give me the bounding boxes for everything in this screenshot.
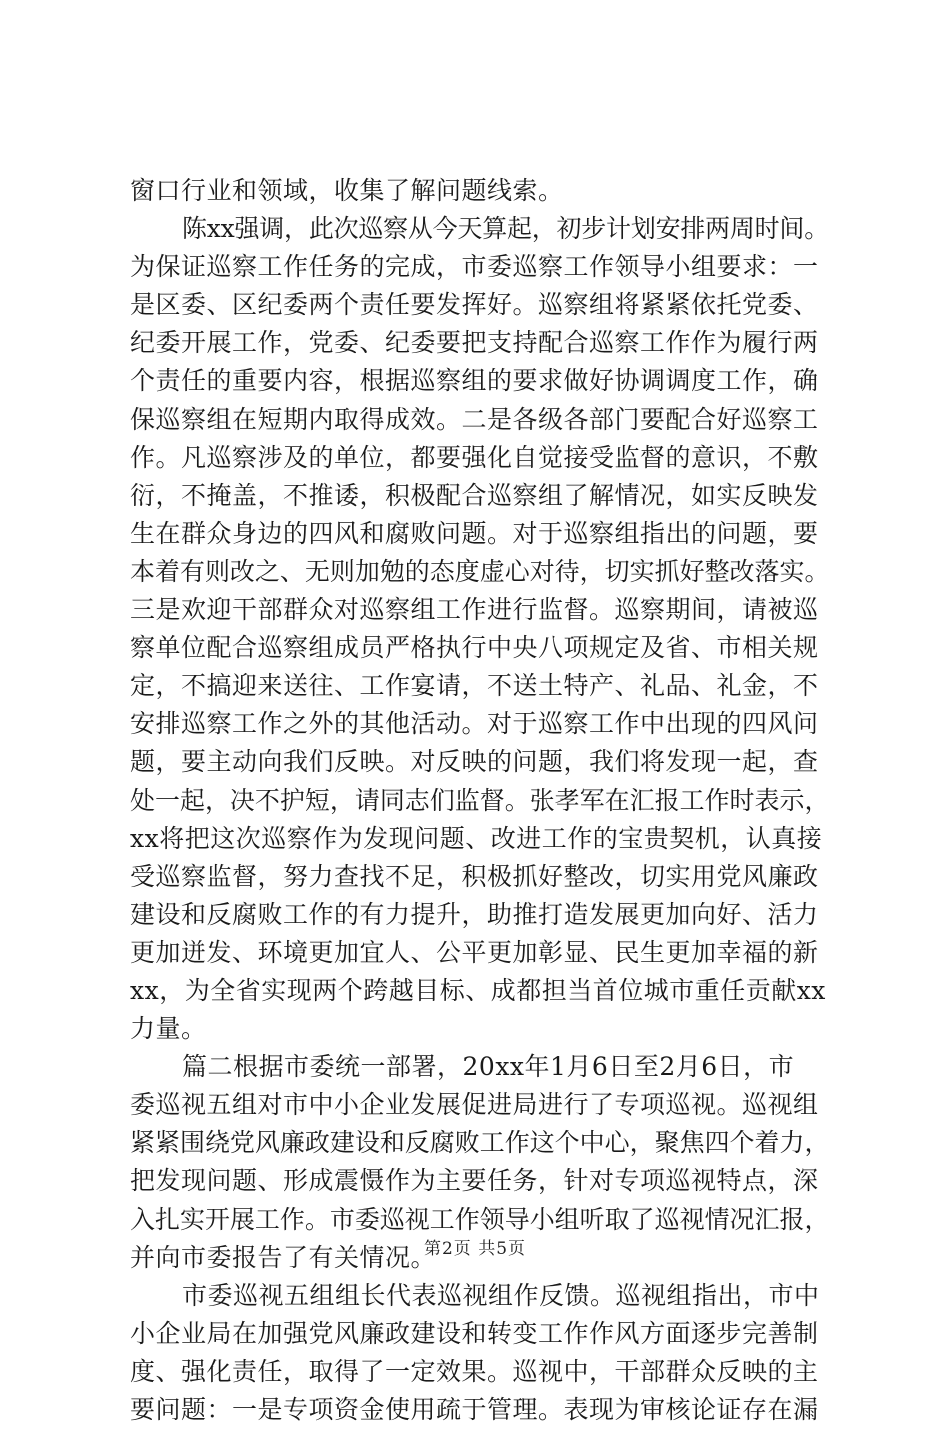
text-line: 处一起，决不护短，请同志们监督。张孝军在汇报工作时表示，: [130, 785, 830, 815]
text-line: 个责任的重要内容，根据巡察组的要求做好协调调度工作，确: [130, 366, 819, 396]
text-line: 安排巡察工作之外的其他活动。对于巡察工作中出现的四风问: [130, 709, 819, 739]
text-line: 察单位配合巡察组成员严格执行中央八项规定及省、市相关规: [130, 633, 819, 663]
text-line: xx将把这次巡察作为发现问题、改进工作的宝贵契机，认真接: [130, 823, 823, 853]
text-line: 建设和反腐败工作的有力提升，助推打造发展更加向好、活力: [130, 899, 819, 929]
text-line: 作。凡巡察涉及的单位，都要强化自觉接受监督的意识，不敷: [130, 442, 819, 472]
text-line: 度、强化责任，取得了一定效果。巡视中，干部群众反映的主: [130, 1356, 819, 1386]
text-line: 本着有则改之、无则加勉的态度虚心对待，切实抓好整改落实。: [130, 556, 830, 586]
text-line: 定，不搞迎来送往、工作宴请，不送土特产、礼品、礼金，不: [130, 671, 819, 701]
text-line: 篇二根据市委统一部署，20xx年1月6日至2月6日，市: [182, 1052, 795, 1082]
text-line: 为保证巡察工作任务的完成，市委巡察工作领导小组要求：一: [130, 252, 819, 282]
text-line: 委巡视五组对市中小企业发展促进局进行了专项巡视。巡视组: [130, 1090, 819, 1120]
text-line: 并向市委报告了有关情况。: [130, 1242, 437, 1272]
text-line: 更加迸发、环境更加宜人、公平更加彰显、民生更加幸福的新: [130, 937, 819, 967]
text-line: 入扎实开展工作。市委巡视工作领导小组听取了巡视情况汇报，: [130, 1204, 830, 1234]
text-line: 小企业局在加强党风廉政建设和转变工作作风方面逐步完善制: [130, 1318, 819, 1348]
text-line: 力量。: [130, 1014, 207, 1044]
page-number-footer: 第2页 共5页: [423, 1239, 527, 1259]
text-line: 市委巡视五组组长代表巡视组作反馈。巡视组指出，市中: [182, 1280, 820, 1310]
text-line: 纪委开展工作，党委、纪委要把支持配合巡察工作作为履行两: [130, 328, 819, 358]
text-line: 题，要主动向我们反映。对反映的问题，我们将发现一起，查: [130, 747, 819, 777]
text-line: xx，为全省实现两个跨越目标、成都担当首位城市重任贡献xx: [130, 975, 826, 1005]
text-line: 把发现问题、形成震慑作为主要任务，针对专项巡视特点，深: [130, 1166, 819, 1196]
text-line: 陈xx强调，此次巡察从今天算起，初步计划安排两周时间。: [182, 214, 829, 244]
text-line: 紧紧围绕党风廉政建设和反腐败工作这个中心，聚焦四个着力，: [130, 1128, 830, 1158]
text-line: 三是欢迎干部群众对巡察组工作进行监督。巡察期间，请被巡: [130, 595, 819, 625]
text-line: 要问题：一是专项资金使用疏于管理。表现为审核论证存在漏: [130, 1395, 819, 1424]
text-line: 衍，不掩盖，不推诿，积极配合巡察组了解情况，如实反映发: [130, 480, 819, 510]
text-line: 生在群众身边的四风和腐败问题。对于巡察组指出的问题，要: [130, 518, 819, 548]
text-line: 保巡察组在短期内取得成效。二是各级各部门要配合好巡察工: [130, 404, 819, 434]
text-line: 受巡察监督，努力查找不足，积极抓好整改，切实用党风廉政: [130, 861, 819, 891]
text-line: 窗口行业和领域，收集了解问题线索。: [130, 176, 564, 205]
text-line: 是区委、区纪委两个责任要发挥好。巡察组将紧紧依托党委、: [130, 290, 819, 320]
